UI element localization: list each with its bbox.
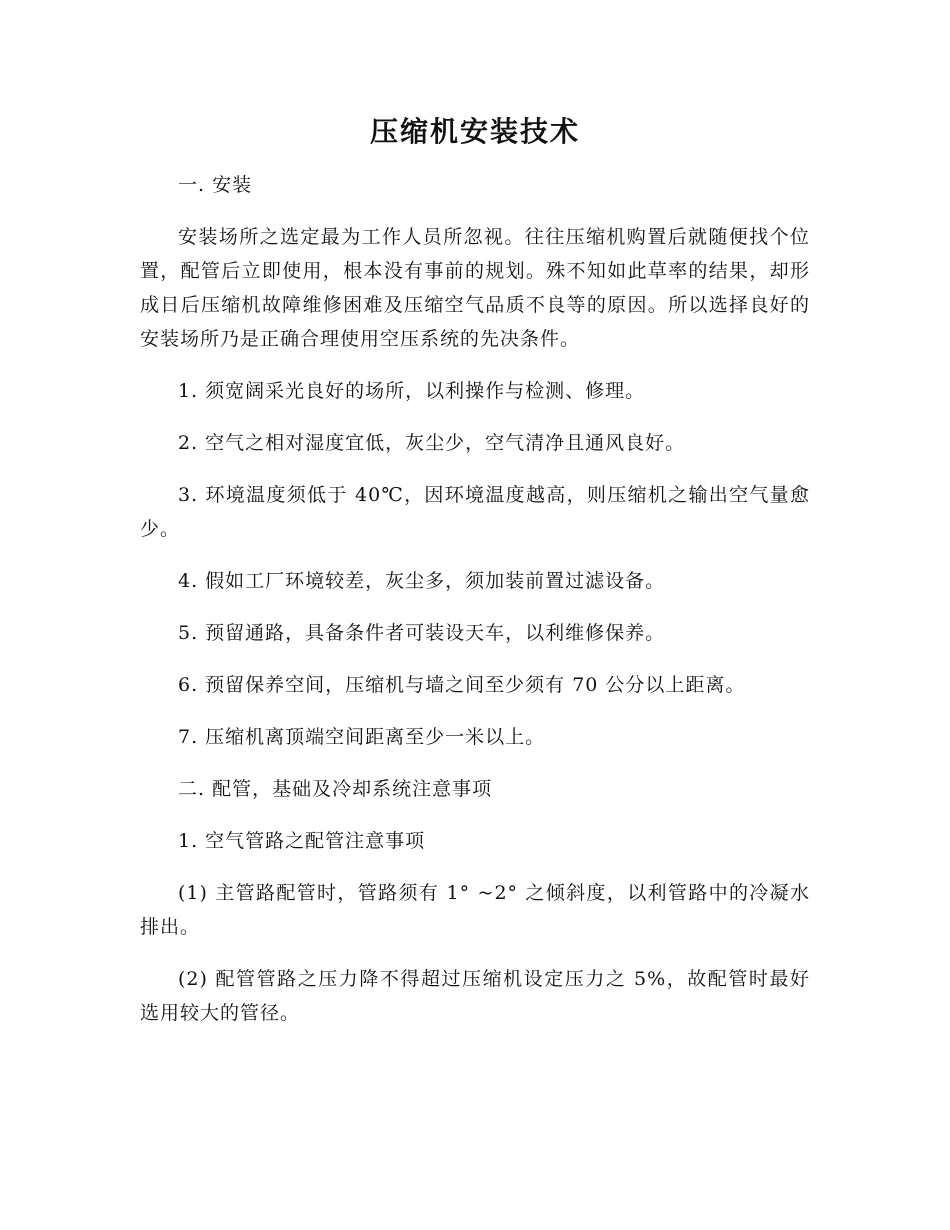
install-intro-paragraph: 安装场所之选定最为工作人员所忽视。往往压缩机购置后就随便找个位置，配管后立即使用，根本没有事前的规划。殊不知如此草率的结果，却形成日后压缩机故障维修困难及压缩空气品质不良等的原因。所以选择良好的安装场所乃是正确合理使用空压系统的先决条件。 xyxy=(140,226,810,350)
piping-item-1: (1) 主管路配管时，管路须有 1° ~2° 之倾斜度，以利管路中的冷凝水排出。 xyxy=(140,882,810,938)
install-item-4: 4. 假如工厂环境较差，灰尘多，须加装前置过滤设备。 xyxy=(178,570,666,592)
piping-subheading-1: 1. 空气管路之配管注意事项 xyxy=(178,830,426,852)
install-item-5: 5. 预留通路，具备条件者可装设天车，以利维修保养。 xyxy=(178,622,666,644)
section-heading-piping: 二. 配管，基础及冷却系统注意事项 xyxy=(178,778,493,800)
document-body xyxy=(140,168,810,1048)
install-item-3: 3. 环境温度须低于 40℃，因环境温度越高，则压缩机之输出空气量愈少。 xyxy=(140,484,810,540)
piping-item-2: (2) 配管管路之压力降不得超过压缩机设定压力之 5%，故配管时最好选用较大的管径。 xyxy=(140,968,810,1024)
install-item-7: 7. 压缩机离顶端空间距离至少一米以上。 xyxy=(178,726,546,748)
install-item-6: 6. 预留保养空间，压缩机与墙之间至少须有 70 公分以上距离。 xyxy=(178,674,746,696)
document-title: 压缩机安装技术 xyxy=(369,115,580,148)
section-heading-install: 一. 安装 xyxy=(178,174,253,196)
install-item-2: 2. 空气之相对湿度宜低，灰尘少，空气清净且通风良好。 xyxy=(178,432,686,454)
install-item-1: 1. 须宽阔采光良好的场所，以利操作与检测、修理。 xyxy=(178,380,646,402)
